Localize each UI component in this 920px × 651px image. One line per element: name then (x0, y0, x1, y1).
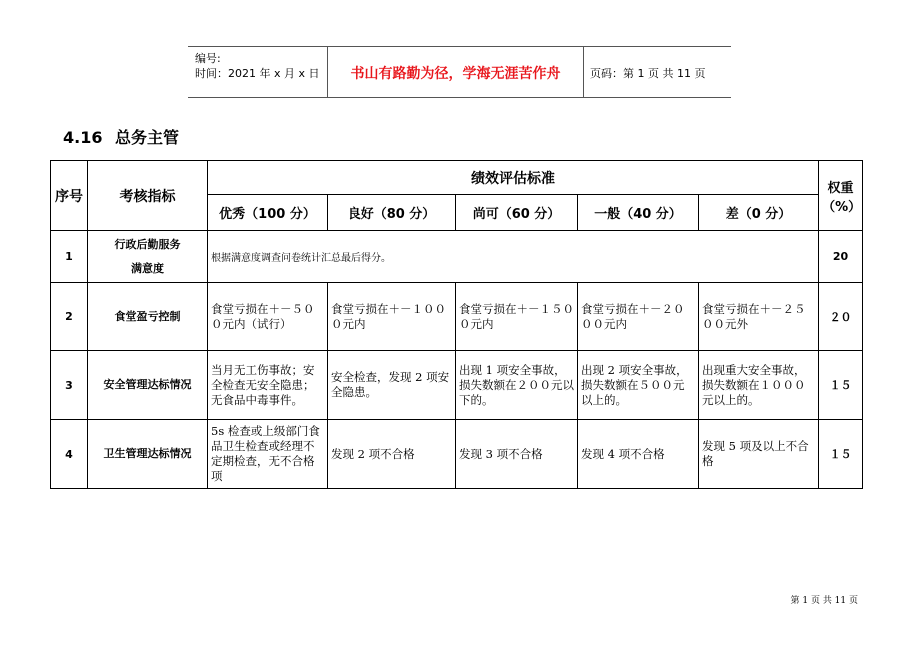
row-seq: 4 (51, 420, 88, 489)
section-number: 4.16 (63, 128, 103, 147)
row-description: 根据满意度调查问卷统计汇总最后得分。 (208, 231, 819, 283)
header-motto-cell (328, 47, 584, 97)
table-header-row (51, 161, 863, 195)
row-indicator: 安全管理达标情况 (88, 351, 208, 420)
criteria-average: 发现 4 项不合格 (578, 420, 699, 489)
table-row (51, 351, 863, 420)
header-page-cell (584, 47, 731, 97)
criteria-fair: 食堂亏损在＋－１５００元内 (456, 283, 578, 351)
indicator-line2: 满意度 (131, 261, 164, 275)
header-page-number: 页码：第 1 页 共 11 页 (590, 67, 706, 80)
level-excellent: 优秀（100 分） (208, 195, 328, 231)
row-seq: 3 (51, 351, 88, 420)
col-criteria-header: 绩效评估标准 (208, 161, 819, 195)
section-title: 总务主管 (115, 128, 180, 147)
criteria-poor: 发现 5 项及以上不合格 (699, 420, 819, 489)
row-seq: 1 (51, 231, 88, 283)
level-fair: 尚可（60 分） (456, 195, 578, 231)
row-weight: １５ (819, 420, 863, 489)
col-weight-header: 权重（%） (819, 161, 863, 231)
criteria-fair: 出现 1 项安全事故，损失数额在２００元以下的。 (456, 351, 578, 420)
row-seq: 2 (51, 283, 88, 351)
table-row (51, 283, 863, 351)
criteria-fair: 发现 3 项不合格 (456, 420, 578, 489)
header-motto: 书山有路勤为径，学海无涯苦作舟 (350, 66, 561, 82)
row-indicator: 卫生管理达标情况 (88, 420, 208, 489)
criteria-average: 食堂亏损在＋－２０００元内 (578, 283, 699, 351)
row-weight: 20 (819, 231, 863, 283)
table-row (51, 231, 863, 283)
header-info-cell (188, 47, 328, 97)
row-weight: １５ (819, 351, 863, 420)
criteria-good: 安全检查，发现 2 项安全隐患。 (328, 351, 456, 420)
level-average: 一般（40 分） (578, 195, 699, 231)
level-good: 良好（80 分） (328, 195, 456, 231)
criteria-average: 出现 2 项安全事故，损失数额在５００元以上的。 (578, 351, 699, 420)
criteria-excellent: 5s 检查或上级部门食品卫生检查或经理不定期检查，无不合格项 (208, 420, 328, 489)
row-weight: ２０ (819, 283, 863, 351)
row-indicator: 食堂盈亏控制 (88, 283, 208, 351)
criteria-good: 发现 2 项不合格 (328, 420, 456, 489)
row-indicator (88, 231, 208, 283)
criteria-good: 食堂亏损在＋－１０００元内 (328, 283, 456, 351)
criteria-excellent: 食堂亏损在＋－５００元内（试行） (208, 283, 328, 351)
col-indicator-header: 考核指标 (88, 161, 208, 231)
level-poor: 差（0 分） (699, 195, 819, 231)
table-row (51, 420, 863, 489)
section-heading (63, 125, 179, 148)
criteria-poor: 食堂亏损在＋－２５００元外 (699, 283, 819, 351)
doc-time-label: 时间：2021 年 x 月 x 日 (195, 67, 320, 80)
kpi-table (50, 160, 863, 489)
footer-page-number: 第 1 页 共 11 页 (790, 596, 858, 606)
indicator-line1: 行政后勤服务 (114, 237, 181, 251)
col-seq-header: 序号 (51, 161, 88, 231)
page-header (188, 46, 731, 98)
criteria-excellent: 当月无工伤事故；安全检查无安全隐患；无食品中毒事件。 (208, 351, 328, 420)
criteria-poor: 出现重大安全事故，损失数额在１０００元以上的。 (699, 351, 819, 420)
doc-code-label: 编号: (195, 52, 221, 65)
